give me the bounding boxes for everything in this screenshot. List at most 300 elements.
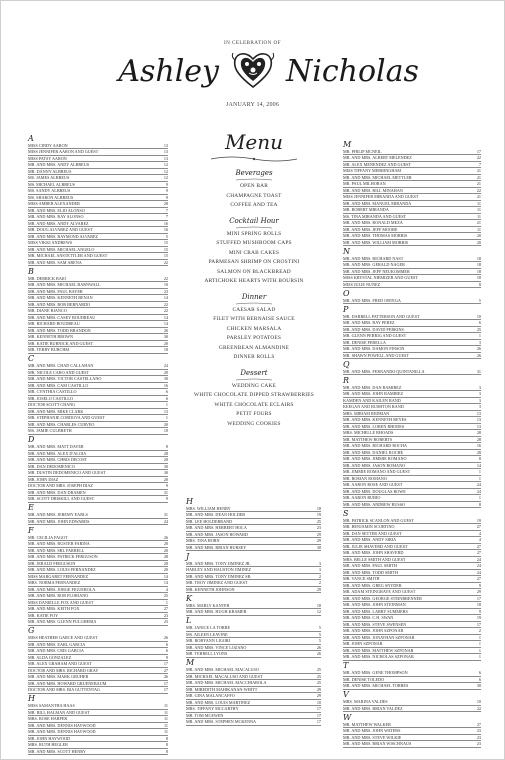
- table-number: 29: [316, 538, 321, 543]
- guest-name: MR. ROBYANN LIGORI: [186, 638, 231, 643]
- guest-row: [28, 496, 168, 503]
- table-number: 26: [163, 327, 168, 333]
- table-number: 24: [163, 518, 168, 524]
- guest-column-3: [343, 139, 481, 748]
- table-number: 20: [476, 233, 481, 238]
- guest-name: MISS JULIE NUNEZ: [343, 281, 381, 287]
- guest-name: MR. AND MRS. CAM CASTILLO: [28, 382, 89, 388]
- table-number: 1: [478, 641, 481, 646]
- guest-name: MR. AND MRS. LOUIS FERNANDEZ: [28, 567, 96, 572]
- menu-item: WEDDING COOKIES: [227, 420, 281, 427]
- guest-name: MR. AND MRS. GENE THOMPSON: [343, 670, 408, 675]
- table-number: 30: [476, 683, 481, 688]
- table-number: 25: [163, 593, 168, 598]
- table-number: 8: [165, 748, 168, 754]
- guest-name: MISS JENNIFER MIRANDA AND GUEST: [343, 194, 419, 199]
- guest-name: MR. RICHARD BOUDREAU: [28, 321, 80, 326]
- table-number: 10: [476, 313, 481, 319]
- guest-name: MR. AND MRS. BOB BERNARDO: [28, 301, 91, 307]
- guest-name: MR. AND MRS. MATTHEW SZPONAR: [343, 647, 414, 653]
- guest-name: HARLEY AND HAUSTON JIMINEZ: [186, 567, 252, 572]
- guest-name: MR. AND MRS. LOREN RHODES: [343, 423, 405, 429]
- table-number: 14: [163, 314, 168, 320]
- guest-row: [28, 519, 168, 526]
- section-letter: O: [343, 288, 350, 298]
- guest-name: MR. KENNETH JOHNSON: [186, 586, 235, 592]
- table-number: 15: [163, 240, 168, 245]
- table-number: 17: [476, 148, 481, 154]
- guest-name: MR. AND MRS. DENNIS HAYWOOD: [28, 729, 96, 734]
- guest-name: MR. DIANE BIANCO: [28, 308, 67, 313]
- table-number: 13: [163, 408, 168, 414]
- guest-name: MR. DENISE PERELLA: [343, 339, 386, 345]
- groom-name: Nicholas: [286, 54, 419, 89]
- guest-name: MR. AND MRS. MARK GRUHER: [28, 674, 89, 679]
- menu-section-heading: Beverages: [235, 169, 273, 177]
- guest-name: MR. AND MRS. BILL MINAHAN: [343, 187, 403, 193]
- table-number: 14: [163, 295, 168, 300]
- guest-row: [28, 687, 168, 694]
- menu-sections: [191, 169, 317, 429]
- guest-name: MR. SCOTT DRISKILL AND GUEST: [28, 496, 95, 501]
- guest-name: MR. BILL HALMAN AND GUEST: [28, 709, 90, 715]
- guest-name: MR. ROMAN ROMANO: [343, 475, 387, 481]
- table-number: 9: [478, 582, 481, 588]
- table-number: 31: [476, 368, 481, 374]
- guest-name: MR. JOHN SZPONAR: [343, 641, 383, 646]
- table-number: 27: [476, 543, 481, 549]
- guest-name: MS. TINA MIRANDA AND GUEST: [343, 213, 407, 219]
- guest-name: MR. AND MRS. GREG SNYDER: [343, 582, 402, 588]
- guest-name: MR. AND MRS. DAVID PERKINS: [343, 326, 404, 332]
- guest-row: [186, 609, 321, 616]
- guest-name: MR. DARRELL PATTERSON AND GUEST: [343, 313, 420, 319]
- section-letter: H: [186, 496, 193, 506]
- table-number: 30: [163, 334, 168, 339]
- table-number: 8: [165, 742, 168, 747]
- guest-name: MR. AND MRS. DENNIS HAYWOOD: [28, 722, 96, 728]
- guest-name: MISS VIKKI ANDREWS: [28, 240, 73, 245]
- guest-name: MR. JANICE LA TORRE: [186, 625, 231, 630]
- table-number: 12: [163, 168, 168, 174]
- menu-item: MINI CRAB CAKES: [228, 249, 280, 256]
- guest-name: MR. NICOLE CARO AND GUEST: [28, 369, 90, 375]
- table-number: 25: [316, 673, 321, 679]
- table-number: 1: [478, 634, 481, 640]
- guest-name: MR. AND MRS. WILLIAM MORRIS: [343, 239, 409, 245]
- guest-name: MR. AND MRS. STEPHEN MCKENNA: [186, 719, 257, 724]
- guest-name: MR. AND MRS. DAN RAMIREZ: [343, 384, 402, 390]
- guest-row: [343, 654, 481, 661]
- guest-row: [186, 587, 321, 594]
- celebration-text: IN CELEBRATION OF: [224, 40, 281, 46]
- table-number: 6: [165, 389, 168, 394]
- guest-name: MR. AND MRS. BRIAN VALDEZ: [343, 705, 403, 711]
- guest-name: MR. AND MRS. FERNANDO QUINTANILLA: [343, 368, 425, 374]
- guest-name: MR. AND MRS. RICHARD NAST: [343, 255, 404, 261]
- menu-title: Menu: [224, 130, 284, 154]
- table-number: 27: [476, 550, 481, 555]
- section-letter: C: [28, 354, 35, 363]
- guest-name: MR. AND MRS. JOHN SHAVERD: [343, 550, 404, 555]
- bride-name: Ashley: [118, 54, 219, 89]
- guest-row: [28, 619, 168, 626]
- section-letter: S: [343, 508, 349, 518]
- menu-item: WEDDING CAKE: [231, 382, 277, 389]
- guest-name: DOCTOR AND MRS. JOSEPH DIAZ: [28, 483, 93, 488]
- section-letter: B: [28, 266, 34, 276]
- table-number: 11: [476, 226, 481, 232]
- table-number: 15: [163, 253, 168, 258]
- guest-name: MR. AND MRS. ANDY ALBREUS: [28, 162, 90, 167]
- guest-name: MR. AND MRS. SRL FARRELL: [28, 547, 85, 553]
- guest-name: MR. AND MRS. SAM ARENA: [28, 259, 82, 265]
- guest-name: MR. JERALD FERGUSON: [28, 560, 76, 566]
- guest-name: MR. DANNY ALBREUS: [28, 168, 72, 174]
- table-number: 4: [165, 586, 168, 592]
- guest-name: MISS JENNIFER AARON AND GUEST: [28, 149, 99, 154]
- table-number: 24: [476, 556, 481, 562]
- menu-item: CHAMPAGNE TOAST: [226, 192, 282, 199]
- table-number: 29: [316, 686, 321, 692]
- menu-item: WHITE CHOCOLATE ECLAIRS: [214, 401, 294, 408]
- table-number: 10: [476, 699, 481, 704]
- table-number: 4: [478, 530, 481, 536]
- section-letter: M: [343, 139, 352, 149]
- menu-item: CHICKEN MARSALA: [226, 325, 282, 332]
- guest-name: MR. DERRICK BAIO: [28, 275, 67, 281]
- table-number: 16: [163, 220, 168, 226]
- table-number: 11: [163, 729, 168, 734]
- table-number: 17: [163, 661, 168, 666]
- section-letter: N: [343, 246, 350, 256]
- guest-name: MR. AND MRS. HERBERT HOLA: [186, 525, 247, 530]
- menu-item: DINNER ROLLS: [233, 354, 275, 360]
- guest-name: MS. SHARON ALBREUS: [28, 194, 74, 200]
- guest-name: MR. AND MRS. TODD SMITH: [343, 569, 398, 575]
- guest-name: MR. AND MRS. KENNETH BENAN: [28, 295, 93, 300]
- guest-name: MR. AND MRS. CASEY BOUDREAU: [28, 314, 96, 320]
- guest-name: MR. PHILIP MCNEIL: [343, 148, 382, 154]
- guest-name: MR. AND MRS. BRIAN HURSEY: [186, 544, 247, 550]
- table-number: 31: [163, 512, 168, 517]
- guest-name: MR. PATRICK SCANLON AND GUEST: [343, 517, 414, 523]
- guest-name: MR. AND MRS. DAN DRAMEN: [28, 489, 86, 495]
- table-number: 26: [316, 651, 321, 656]
- guest-name: MR. AND MRS. MICHAEL ANGELO: [28, 246, 95, 252]
- table-number: 25: [316, 667, 321, 672]
- guest-name: MR. AND MRS. VICTOR CASTELLANO: [28, 376, 102, 381]
- table-number: 6: [165, 648, 168, 653]
- table-number: 8: [165, 735, 168, 741]
- table-number: 14: [163, 580, 168, 585]
- table-number: 14: [163, 321, 168, 326]
- guest-name: MR. SHAWN POWELL AND GUEST: [343, 352, 409, 358]
- table-number: 11: [476, 213, 481, 219]
- guest-name: MR. AND MRS. STEVE WILKIE: [343, 734, 402, 740]
- guest-row: [186, 719, 321, 726]
- guest-name: MR. AND MRS. PATRICK FERGUSON: [28, 554, 98, 559]
- table-number: 18: [476, 602, 481, 607]
- guest-name: MR. JOHN DIAZ: [28, 476, 59, 482]
- table-number: 22: [163, 308, 168, 313]
- table-number: 9: [478, 608, 481, 614]
- table-number: 20: [163, 560, 168, 566]
- table-number: 28: [163, 554, 168, 559]
- table-number: 11: [163, 709, 168, 715]
- table-number: 13: [163, 149, 168, 154]
- table-number: 27: [163, 606, 168, 611]
- guest-name: MR. AND MRS. EARL GARCIA: [28, 641, 86, 647]
- table-number: 18: [476, 275, 481, 280]
- guest-name: MR. ALDA GONZALEZ: [28, 654, 72, 660]
- section-letter: E: [28, 503, 34, 512]
- table-number: 3: [478, 339, 481, 345]
- table-number: 20: [163, 567, 168, 572]
- table-number: 13: [476, 417, 481, 422]
- table-number: 21: [476, 168, 481, 173]
- table-number: 23: [476, 734, 481, 740]
- table-number: 15: [163, 246, 168, 252]
- section-letter: J: [186, 551, 190, 561]
- table-number: 22: [476, 187, 481, 193]
- table-number: 23: [163, 288, 168, 294]
- guest-name: MR. AND MRS. RAYMOND ALVAREZ: [28, 233, 99, 239]
- table-number: 28: [476, 449, 481, 455]
- table-number: 19: [476, 517, 481, 523]
- guest-name: MISS MARGARET FERNANDEZ: [28, 573, 89, 579]
- table-number: 3: [478, 391, 481, 396]
- table-number: 16: [476, 443, 481, 448]
- guest-name: MS. AILEEN LEAVINE: [186, 631, 228, 637]
- table-number: 29: [476, 589, 481, 594]
- event-date: JANUARY 14, 2006: [225, 102, 280, 108]
- table-number: 17: [316, 719, 321, 724]
- table-number: 1: [165, 402, 168, 407]
- guest-name: MR. AND MRS. HOWARD GRUENEBAUM: [28, 680, 107, 686]
- guest-name: MR. LEE HOLDEBRAND: [186, 518, 233, 524]
- table-number: 9: [165, 194, 168, 200]
- guest-name: MR. KENNETH BROWN: [28, 334, 74, 339]
- guest-name: MRS. MARLY KANTER: [186, 602, 230, 608]
- guest-name: MR. AND MRS. CRIS GARCIA: [28, 648, 84, 653]
- table-number: 13: [163, 142, 168, 148]
- guest-row: [343, 298, 481, 305]
- guest-row: [343, 369, 481, 376]
- guest-name: MR. AARON ROSE AND GUEST: [343, 482, 403, 487]
- guest-name: MR. AND MRS. KEITH FOX: [28, 606, 80, 611]
- guest-name: MR. AND MRS. JOHN SZPONAR: [343, 628, 404, 633]
- guest-name: MR. JOSELO CASTILLO: [28, 395, 74, 401]
- table-number: 16: [163, 227, 168, 232]
- section-letter: H: [28, 694, 35, 703]
- table-number: 7: [165, 207, 168, 213]
- guest-name: MR. ADAM STEINGRAVE AND GUEST: [343, 589, 416, 594]
- menu-item: MINI SPRING ROLLS: [226, 230, 282, 237]
- guest-name: MR. AND MRS. STEVE SWENSEN: [343, 621, 407, 627]
- table-number: 1: [165, 415, 168, 420]
- table-number: 23: [476, 741, 481, 746]
- table-number: 10: [316, 699, 321, 705]
- guest-name: MRS. BELLE SMITH AND GUEST: [343, 556, 406, 562]
- guest-name: MR. AND MRS. TONY JIMINEZ JR.: [186, 560, 251, 566]
- table-number: 2: [318, 580, 321, 585]
- table-number: 6: [478, 670, 481, 675]
- guest-name: MR. KATIE FOY: [28, 612, 59, 618]
- guest-name: MR. AND MRS. CHARLES CURVEO: [28, 421, 95, 427]
- table-number: 6: [478, 676, 481, 682]
- table-number: 9: [165, 181, 168, 187]
- guest-name: MR. AND MRS. GERALD NAGER: [343, 262, 405, 267]
- table-number: 1: [478, 654, 481, 659]
- table-number: 27: [476, 721, 481, 727]
- table-number: 29: [316, 531, 321, 537]
- guest-name: MR. TOM MCEWEN: [186, 712, 224, 718]
- table-number: 29: [316, 586, 321, 592]
- guest-name: MR. AND MRS. RAY ALONSO: [28, 214, 84, 219]
- guest-name: MR. AND MRS. FRED ORTEGA: [343, 297, 401, 303]
- table-number: 9: [165, 654, 168, 660]
- guest-name: MR. BENJAMIN SCORTINO: [343, 524, 395, 529]
- table-number: 26: [163, 635, 168, 640]
- menu-item: PARMESAN SHRIMP ON CROSTINI: [208, 259, 300, 265]
- table-number: 13: [476, 423, 481, 429]
- table-number: 9: [165, 483, 168, 488]
- guest-name: MR. AND MRS. BRIAN WISCHNAUS: [343, 741, 412, 746]
- table-number: 27: [163, 667, 168, 673]
- guest-name: MISS DANIELLE FOX AND GUEST: [28, 599, 94, 605]
- guest-name: MR. GLENN PERRIG AND GUEST: [343, 333, 407, 338]
- menu-section-heading: Cocktail Hour: [229, 216, 279, 225]
- section-letter: D: [28, 435, 35, 444]
- section-letter: V: [343, 690, 349, 699]
- table-number: 14: [476, 462, 481, 468]
- table-number: 5: [478, 297, 481, 303]
- table-number: 18: [316, 505, 321, 511]
- table-number: 18: [163, 347, 168, 352]
- guest-name: MR. AND MRS. HUGH KRAMER: [186, 609, 247, 614]
- table-number: 3: [478, 397, 481, 403]
- guest-name: MR. DENISE TOLEDO: [343, 676, 385, 682]
- guest-row: [343, 741, 481, 748]
- table-number: 18: [476, 255, 481, 261]
- guest-column-2: [186, 496, 321, 726]
- table-number: 6: [165, 395, 168, 401]
- menu-item: GREENBEAN ALMANDINE: [218, 344, 290, 351]
- guest-name: MISS KRYSTAL NIEMIZER AND GUEST: [343, 275, 418, 280]
- guest-name: MR. JIMMIE ROMANO AND GUEST: [343, 469, 411, 474]
- guest-name: MS. SANDY ALBREUS: [28, 188, 71, 193]
- table-number: 26: [163, 674, 168, 679]
- guest-name: MR. AND MRS. SCOTT HENRY: [28, 748, 86, 754]
- table-number: 19: [476, 615, 481, 620]
- guest-name: MR. AND MRS. CHAD CALLAHAN: [28, 363, 94, 368]
- guest-name: MS. MICHAEL ALBREUS: [28, 181, 75, 187]
- menu-item: STUFFED MUSHROOM CAPS: [216, 240, 292, 246]
- table-number: 1: [478, 333, 481, 338]
- menu-item: FILET WITH BERNAISE SAUCE: [213, 316, 295, 322]
- guest-name: MR. AND MRS. MICHAEL METTLER: [343, 174, 412, 180]
- menu-item: PETIT FOURS: [236, 411, 272, 417]
- table-number: 30: [163, 470, 168, 475]
- table-number: 31: [163, 489, 168, 495]
- guest-name: KAMDEN AND KAILEN RAND: [343, 397, 401, 403]
- guest-name: MR. AND MRS. C.H. SWAN: [343, 615, 394, 620]
- table-number: 18: [476, 268, 481, 274]
- couple-names: [1, 50, 504, 95]
- guest-name: MR. AND MRS. NICHOLAS SZPONAR: [343, 654, 414, 659]
- menu-item: SALMON ON BLACKBREAD: [217, 268, 291, 275]
- table-number: 5: [318, 638, 321, 643]
- guest-name: MR. TROY JIMINEZ AND GUEST: [186, 580, 248, 585]
- table-number: 17: [316, 706, 321, 711]
- guest-name: MR. PAUL MILHORAN: [343, 181, 386, 186]
- menu-panel: [191, 129, 317, 429]
- guest-name: MR. MIREDITH MAHIKANAN-WHITT: [186, 686, 258, 692]
- guest-name: MR. AND MRS. MIKE CLARK: [28, 408, 84, 414]
- guest-name: MR. AND MRS. THOMAS MORRIS: [343, 233, 408, 238]
- guest-name: MR. MICHAEL MACALUSO AND GUEST: [186, 673, 263, 679]
- guest-name: MR. AARON RUBIO: [343, 495, 381, 500]
- guest-name: MRS. MICHELLE RHOADS: [343, 430, 394, 435]
- guest-name: MR. JOHN HAYWOOD: [28, 735, 71, 741]
- menu-section-heading: Dessert: [240, 368, 268, 377]
- guest-row: [343, 353, 481, 360]
- section-letter: Q: [343, 359, 350, 369]
- table-number: 25: [476, 326, 481, 332]
- guest-name: MR. AND MRS. LARRY SUMMERS: [343, 608, 408, 614]
- guest-row: [343, 240, 481, 247]
- guest-row: [343, 282, 481, 289]
- guest-name: MR. MATTHEW ROBERTS: [343, 436, 393, 442]
- table-number: 16: [163, 382, 168, 388]
- guest-row: [343, 683, 481, 690]
- table-number: 11: [476, 207, 481, 212]
- guest-name: MR. MICHAEL ANSTETTLER AND GUEST: [28, 253, 108, 258]
- table-number: 1: [478, 647, 481, 653]
- guest-name: MISS CINDY AARON: [28, 142, 68, 148]
- table-number: 20: [163, 476, 168, 482]
- guest-name: MR. AND MRS. MICHAEL BARNWALL: [28, 282, 101, 287]
- guest-name: MR. AND MRS. JIMMIE ROMANO: [343, 456, 407, 461]
- menu-item: OPEN BAR: [239, 183, 269, 189]
- guest-name: MR. AND MRS. JOHN STEINMAN: [343, 602, 406, 607]
- heart-monogram-icon: [230, 47, 276, 93]
- table-number: 30: [316, 544, 321, 550]
- guest-name: MRS. ROSE HARPER: [28, 716, 68, 721]
- guest-name: MR. ALEX GRAHAM AND GUEST: [28, 661, 92, 666]
- guest-name: MR. AND MRS. ALBERT MELENDEZ: [343, 155, 412, 160]
- table-number: 3: [318, 567, 321, 572]
- guest-name: MR. AND MRS. LOUIS MARTINEZ: [186, 699, 251, 705]
- table-number: 20: [476, 239, 481, 245]
- guest-name: DOCTOR AND MRS. BIA GUTTENTAG: [28, 687, 101, 692]
- table-number: 2: [318, 573, 321, 579]
- table-number: 7: [165, 214, 168, 219]
- guest-name: MR. AND MRS. CHRIS DECOST: [28, 457, 88, 462]
- table-number: 17: [316, 712, 321, 718]
- table-number: 5: [318, 631, 321, 637]
- guest-name: MRS. TINA HORN: [186, 538, 220, 543]
- guest-row: [28, 428, 168, 435]
- table-number: 9: [165, 496, 168, 501]
- table-number: 3: [318, 560, 321, 566]
- table-number: 23: [163, 612, 168, 618]
- guest-name: MR. AND MRS. JONATHAN SZPONAR: [343, 634, 415, 640]
- table-number: 20: [163, 547, 168, 553]
- table-number: 25: [316, 518, 321, 524]
- guest-row: [343, 706, 481, 713]
